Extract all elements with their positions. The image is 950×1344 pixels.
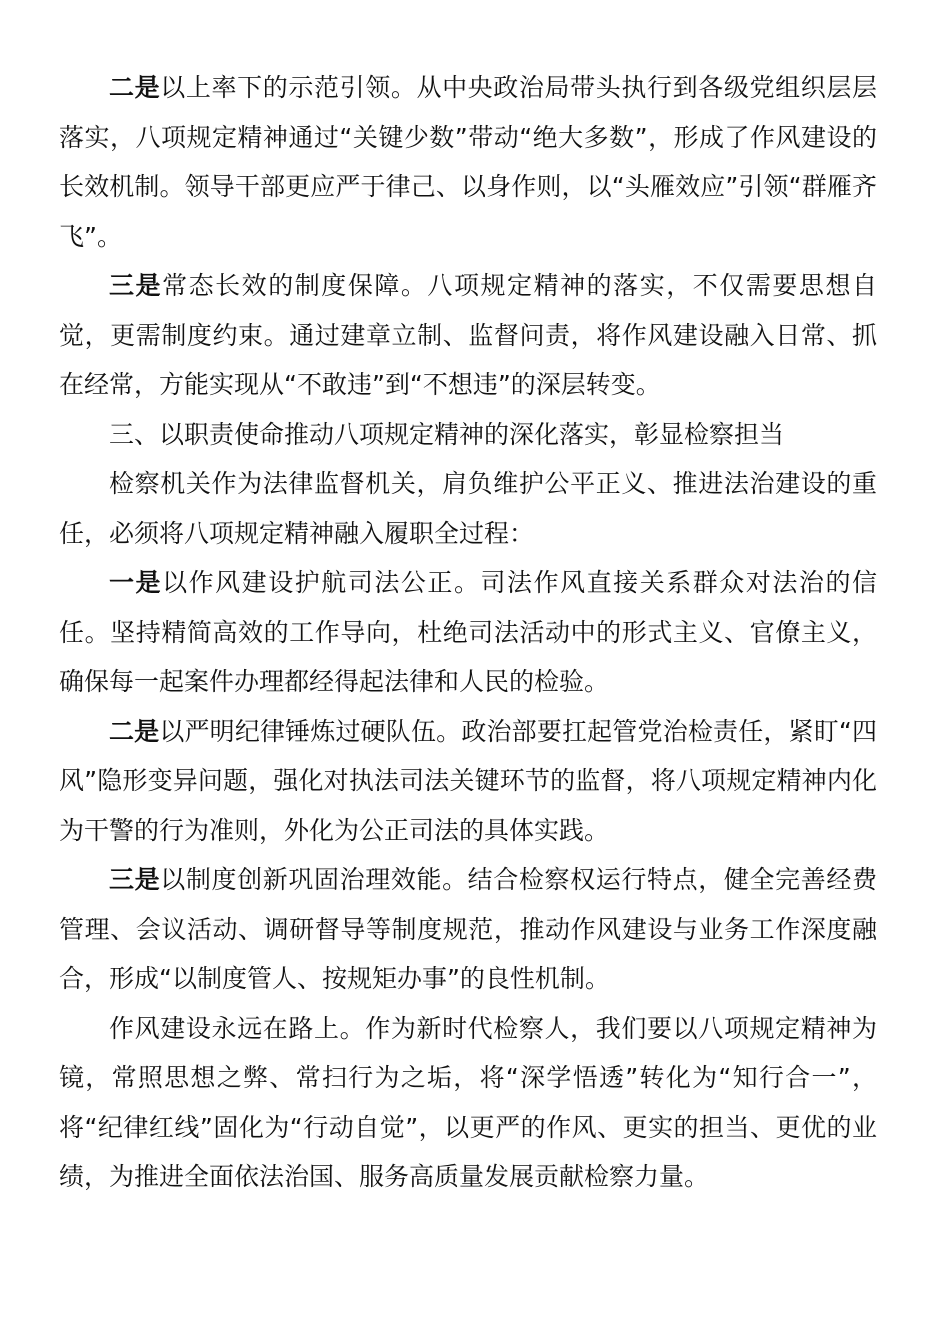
paragraph-text: 以上率下的示范引领。从中央政治局带头执行到各级党组织层层落实，八项规定精神通过“关键少数”带动“绝大多数”，形成了作风建设的长效机制。领导干部更应严于律己、以身作则，以“头雁效应”引领“群雁齐飞”。: [59, 73, 877, 251]
paragraph-conclusion: [59, 1004, 877, 1202]
paragraph-point-three: [59, 261, 877, 410]
paragraph-text: 以制度创新巩固治理效能。结合检察权运行特点，健全完善经费管理、会议活动、调研督导等制度规范，推动作风建设与业务工作深度融合，形成“以制度管人、按规矩办事”的良性机制。: [59, 865, 877, 993]
paragraph-text: 检察机关作为法律监督机关，肩负维护公平正义、推进法治建设的重任，必须将八项规定精神融入履职全过程：: [59, 469, 877, 548]
paragraph-point-two-b: [59, 707, 877, 856]
section-heading-text: 三、以职责使命推动八项规定精神的深化落实，彰显检察担当: [109, 419, 785, 449]
paragraph-lead: 三是: [109, 865, 161, 894]
paragraph-point-one: [59, 558, 877, 707]
paragraph-point-two: [59, 63, 877, 261]
paragraph-text: 以严明纪律锤炼过硬队伍。政治部要扛起管党治检责任，紧盯“四风”隐形变异问题，强化对执法司法关键环节的监督，将八项规定精神内化为干警的行为准则，外化为公正司法的具体实践。: [59, 716, 877, 845]
section-heading-three: [59, 410, 877, 460]
paragraph-text: 作风建设永远在路上。作为新时代检察人，我们要以八项规定精神为镜，常照思想之弊、常扫行为之垢，将“深学悟透”转化为“知行合一”，将“纪律红线”固化为“行动自觉”，以更严的作风、更实的担当、更优的业绩，为推进全面依法治国、服务高质量发展贡献检察力量。: [59, 1013, 877, 1191]
paragraph-text: 常态长效的制度保障。八项规定精神的落实，不仅需要思想自觉，更需制度约束。通过建章立制、监督问责，将作风建设融入日常、抓在经常，方能实现从“不敢违”到“不想违”的深层转变。: [59, 271, 877, 399]
paragraph-point-three-b: [59, 855, 877, 1004]
paragraph-lead: 三是: [109, 271, 163, 300]
paragraph-intro: [59, 459, 877, 558]
paragraph-lead: 二是: [109, 73, 161, 102]
paragraph-text: 以作风建设护航司法公正。司法作风直接关系群众对法治的信任。坚持精简高效的工作导向，杜绝司法活动中的形式主义、官僚主义，确保每一起案件办理都经得起法律和人民的检验。: [59, 568, 877, 696]
document-body: [59, 63, 877, 1202]
paragraph-lead: 一是: [109, 568, 163, 597]
paragraph-lead: 二是: [109, 716, 160, 746]
